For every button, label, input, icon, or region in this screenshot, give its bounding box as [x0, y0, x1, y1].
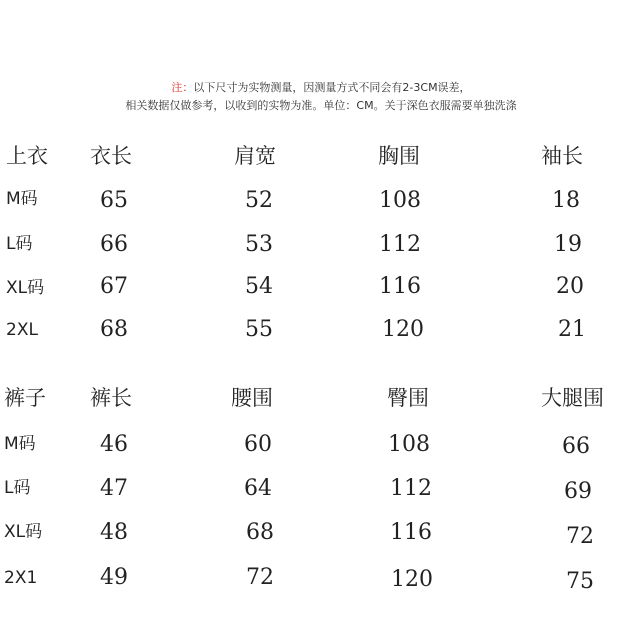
top-row-value: 55 [245, 317, 273, 342]
pants-table-header-waist: 腰围 [231, 386, 273, 410]
top-row-value: 19 [554, 232, 582, 257]
pants-row-value: 66 [562, 434, 590, 459]
pants-row-value: 48 [100, 520, 128, 545]
size-note-line-1 [0, 79, 642, 95]
pants-row-value: 46 [100, 432, 128, 457]
top-row-value: 120 [382, 317, 424, 342]
top-row-size-label: 2XL [6, 320, 38, 340]
top-row-value: 108 [379, 188, 421, 213]
pants-row-value: 60 [244, 432, 272, 457]
top-row-value: 21 [558, 317, 586, 342]
pants-row-value: 112 [390, 476, 432, 501]
pants-row-value: 120 [391, 567, 433, 592]
top-row-value: 18 [552, 188, 580, 213]
top-row-size-label: L码 [6, 234, 33, 254]
top-row-value: 52 [245, 188, 273, 213]
top-row-value: 67 [100, 274, 128, 299]
top-row-value: 53 [245, 232, 273, 257]
top-table-header-sleeve: 袖长 [541, 144, 583, 168]
pants-row-size-label: L码 [4, 478, 31, 498]
top-row-value: 116 [379, 274, 421, 299]
top-row-value: 20 [556, 274, 584, 299]
top-row-value: 66 [100, 232, 128, 257]
pants-row-size-label: XL码 [4, 522, 43, 542]
top-table-header-length: 衣长 [90, 144, 132, 168]
size-note-line-2: 相关数据仅做参考，以收到的实物为准。单位：CM。关于深色衣服需要单独洗涤 [125, 99, 517, 112]
pants-row-value: 68 [246, 520, 274, 545]
pants-row-size-label: M码 [4, 434, 36, 454]
top-row-value: 54 [245, 274, 273, 299]
top-row-value: 68 [100, 317, 128, 342]
top-row-size-label: XL码 [6, 278, 45, 298]
pants-table-header-category: 裤子 [4, 386, 46, 410]
top-table-header-chest: 胸围 [378, 144, 420, 168]
pants-row-value: 108 [388, 432, 430, 457]
pants-row-value: 49 [100, 565, 128, 590]
pants-row-value: 116 [390, 520, 432, 545]
top-row-value: 65 [100, 188, 128, 213]
top-row-size-label: M码 [6, 189, 38, 209]
pants-row-value: 69 [564, 479, 592, 504]
top-table-header-shoulder: 肩宽 [234, 144, 276, 168]
pants-row-value: 64 [244, 476, 272, 501]
top-row-value: 112 [379, 232, 421, 257]
note-prefix: 注： [171, 81, 194, 94]
pants-table-header-thigh: 大腿围 [541, 386, 604, 410]
pants-row-value: 72 [566, 524, 594, 549]
pants-row-size-label: 2X1 [4, 568, 38, 588]
note-text-line-1: 以下尺寸为实物测量，因测量方式不同会有2-3CM误差， [193, 81, 471, 94]
pants-row-value: 47 [100, 476, 128, 501]
pants-row-value: 72 [246, 565, 274, 590]
pants-row-value: 75 [566, 569, 594, 594]
top-table-header-category: 上衣 [6, 144, 48, 168]
pants-table-header-hip: 臀围 [387, 386, 429, 410]
pants-table-header-length: 裤长 [90, 386, 132, 410]
